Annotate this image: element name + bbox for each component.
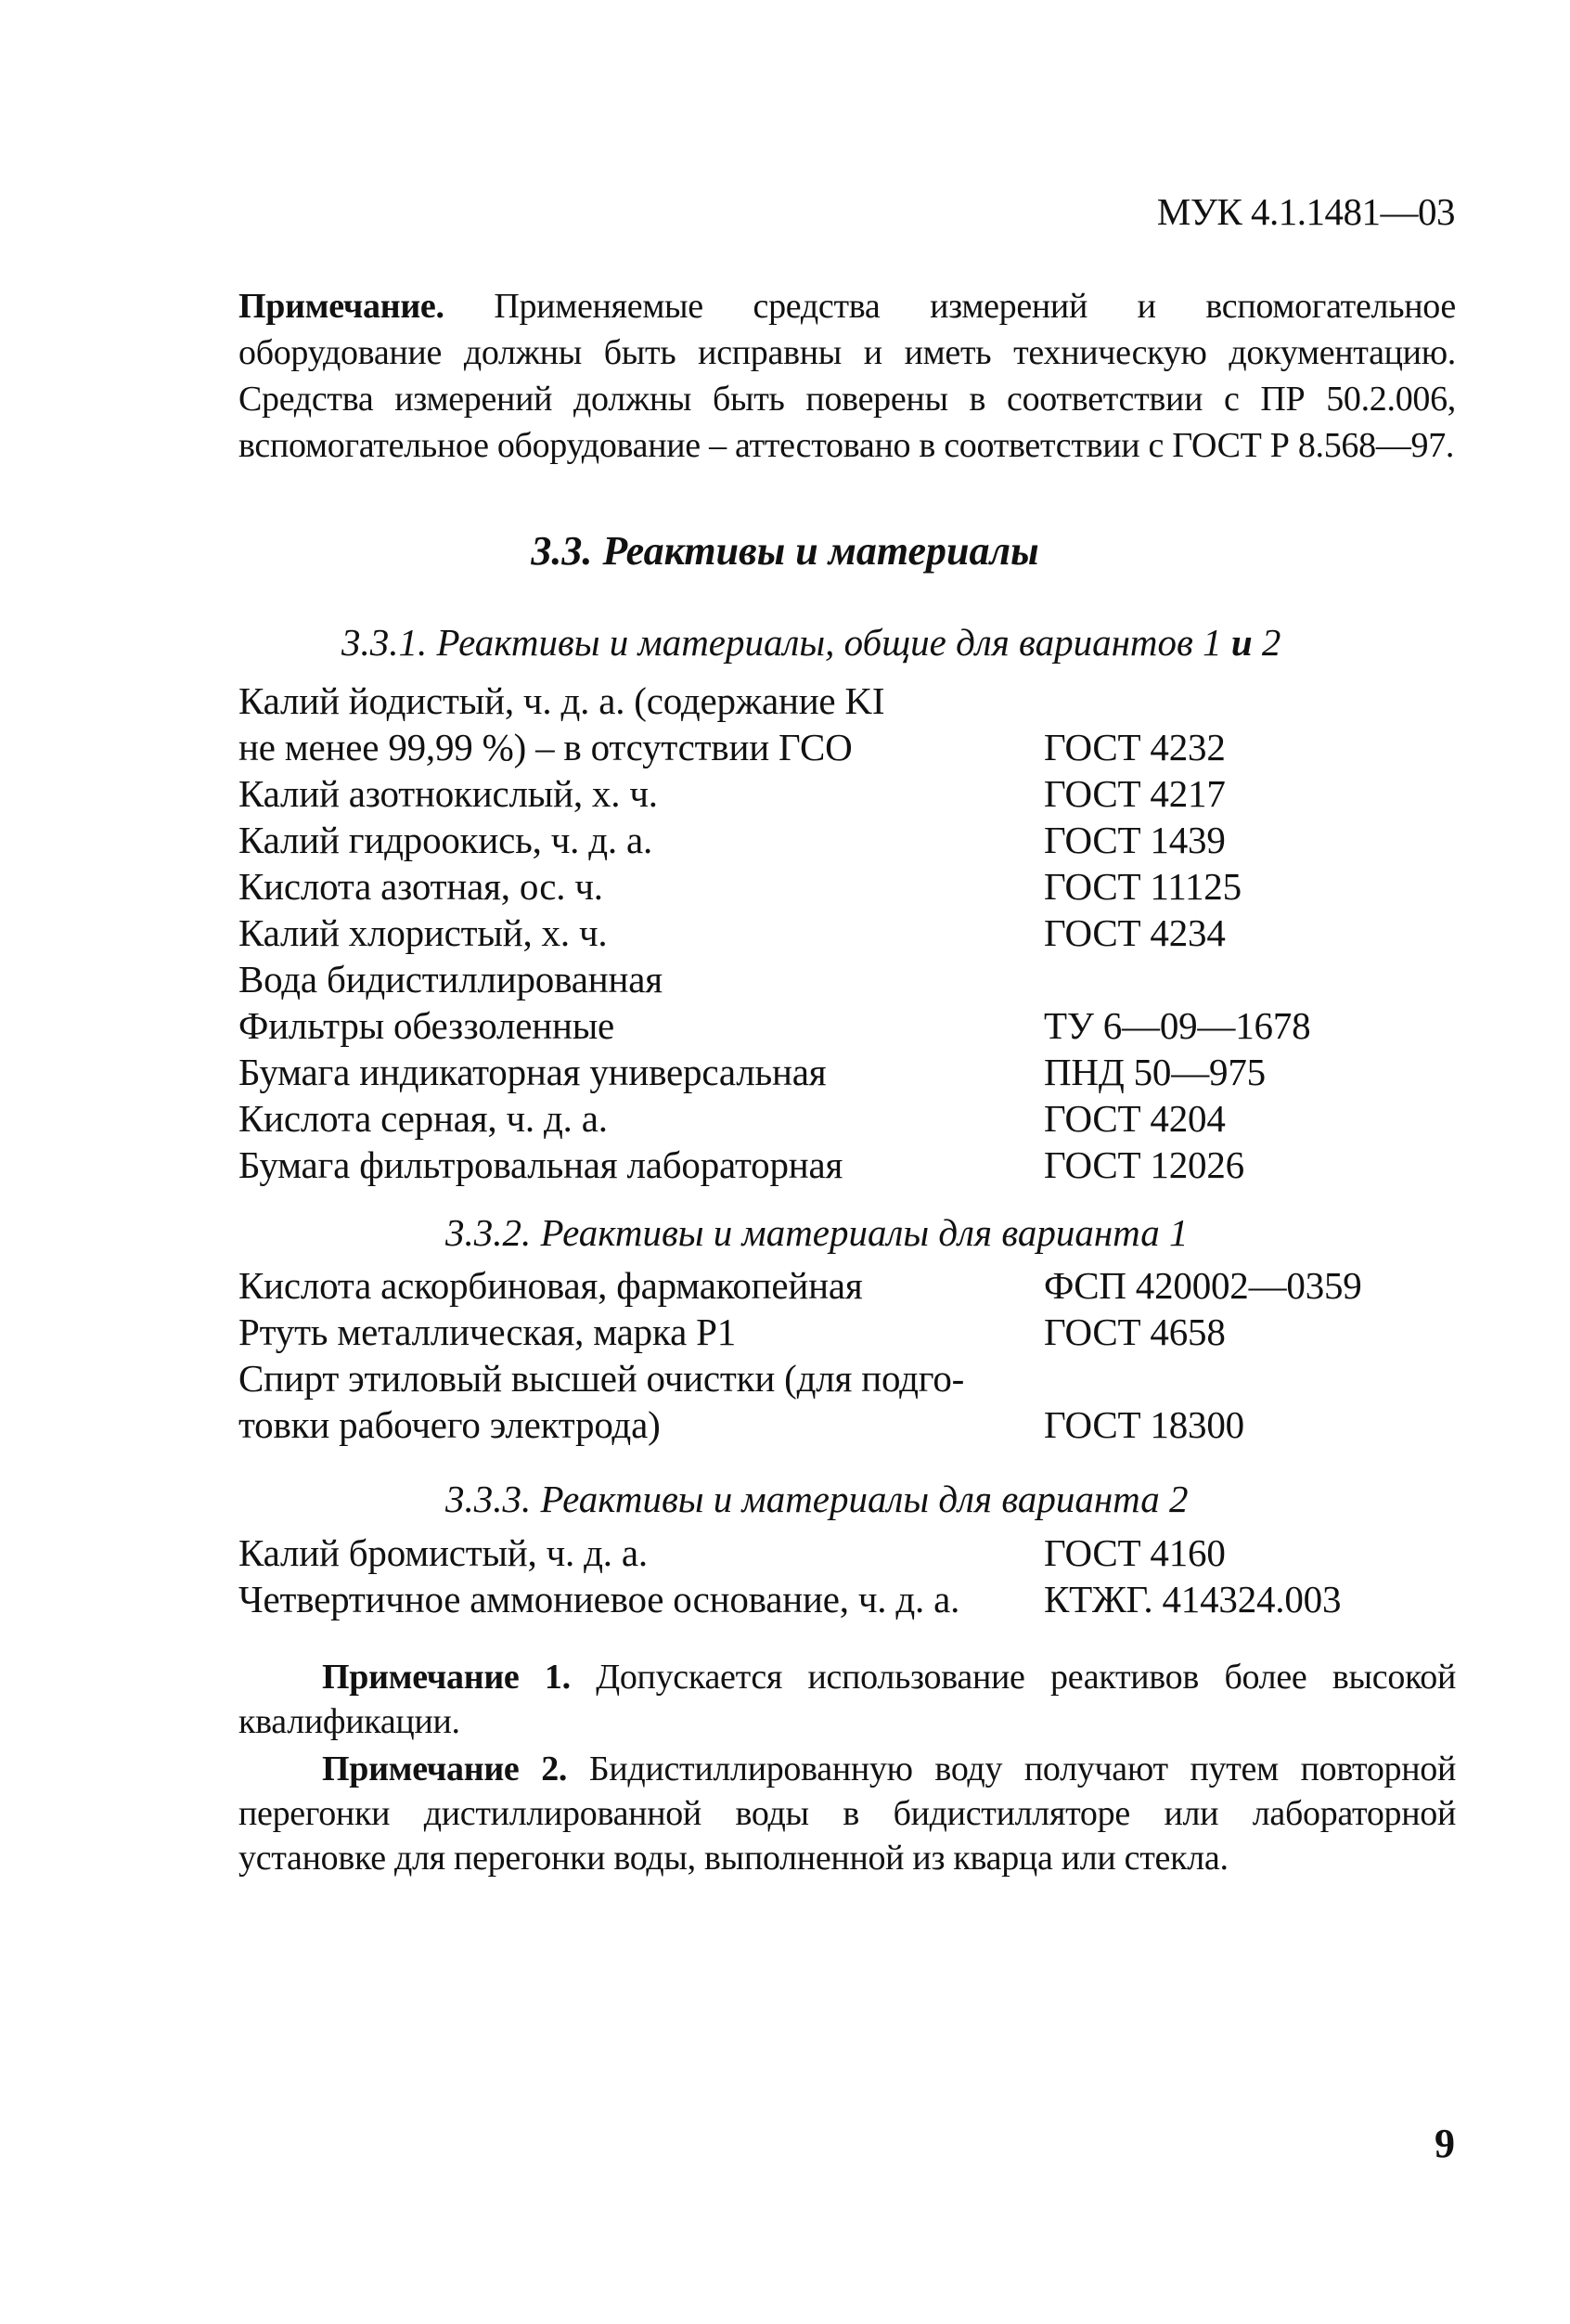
list-item bbox=[238, 910, 1519, 956]
list-item bbox=[238, 1049, 1519, 1095]
subsection-3-title: 3.3.3. Реактивы и материалы для варианта 2 bbox=[445, 1478, 1189, 1520]
list-item bbox=[238, 1309, 1519, 1355]
subsection-1-heading bbox=[0, 621, 1570, 664]
subsection-1-list bbox=[238, 678, 1519, 1188]
reagent-standard: ГОСТ 4658 bbox=[1044, 1310, 1226, 1353]
subsection-3-list bbox=[238, 1530, 1519, 1622]
reagent-name: Калий азотнокислый, х. ч. bbox=[238, 772, 658, 815]
note-2 bbox=[238, 1747, 1456, 1880]
reagent-standard: ГОСТ 18300 bbox=[1044, 1403, 1244, 1446]
subsection-1-title-prefix: 3.3.1. Реактивы и материалы, общие для вариантов 1 bbox=[341, 621, 1231, 664]
reagent-standard: ТУ 6—09—1678 bbox=[1044, 1004, 1311, 1047]
reagent-standard: ПНД 50—975 bbox=[1044, 1051, 1266, 1093]
list-item bbox=[238, 1095, 1519, 1142]
reagent-name: Четвертичное аммониевое основание, ч. д. а. bbox=[238, 1578, 960, 1620]
reagent-standard: ФСП 420002—0359 bbox=[1044, 1264, 1362, 1307]
list-item bbox=[238, 1401, 1519, 1448]
reagent-name: Калий гидроокись, ч. д. а. bbox=[238, 819, 653, 861]
reagent-name: не менее 99,99 %) – в отсутствии ГСО bbox=[238, 726, 853, 768]
reagent-name: Кислота аскорбиновая, фармакопейная bbox=[238, 1264, 863, 1307]
list-item bbox=[238, 1002, 1519, 1049]
list-item bbox=[238, 863, 1519, 910]
reagent-standard: ГОСТ 4234 bbox=[1044, 911, 1226, 954]
subsection-3-heading bbox=[0, 1480, 1570, 1518]
note-1-label: Примечание 1. bbox=[322, 1658, 571, 1697]
subsection-1-title-suffix: 2 bbox=[1252, 621, 1281, 664]
reagent-name: товки рабочего электрода) bbox=[238, 1403, 661, 1446]
reagent-name: Фильтры обеззоленные bbox=[238, 1004, 615, 1047]
reagent-name: Калий йодистый, ч. д. а. (содержание KI bbox=[238, 679, 885, 722]
reagent-name: Кислота азотная, ос. ч. bbox=[238, 865, 603, 908]
reagent-standard: КТЖГ. 414324.003 bbox=[1044, 1578, 1342, 1620]
reagent-name: Ртуть металлическая, марка Р1 bbox=[238, 1310, 737, 1353]
reagent-name: Калий хлористый, х. ч. bbox=[238, 911, 608, 954]
document-code: МУК 4.1.1481—03 bbox=[1156, 190, 1455, 233]
reagent-standard: ГОСТ 4217 bbox=[1044, 772, 1226, 815]
subsection-2-heading bbox=[0, 1211, 1570, 1254]
list-item bbox=[238, 1576, 1519, 1622]
equipment-note-text: Применяемые средства измерений и вспомогательное оборудование должны быть исправны и иметь техническую документацию. Средства измерений должны быть поверены в соответствии с ПР 50.2.006, вспомогательное оборудование – аттестовано в соответствии с ГОСТ Р 8.568—97. bbox=[238, 287, 1456, 465]
list-item bbox=[238, 1530, 1519, 1576]
note-1 bbox=[238, 1655, 1456, 1744]
list-item bbox=[238, 1262, 1519, 1309]
subsection-2-title: 3.3.2. Реактивы и материалы для варианта 1 bbox=[445, 1211, 1189, 1254]
reagent-name: Кислота серная, ч. д. а. bbox=[238, 1097, 608, 1140]
section-title: 3.3. Реактивы и материалы bbox=[531, 528, 1039, 574]
reagent-name: Калий бромистый, ч. д. а. bbox=[238, 1531, 648, 1574]
list-item bbox=[238, 770, 1519, 817]
subsection-1-title-and: и bbox=[1230, 621, 1253, 664]
equipment-note bbox=[238, 283, 1456, 469]
note-2-text: Бидистиллированную воду получают путем повторной перегонки дистиллированной воды в бидистилляторе или лабораторной установке для перегонки воды, выполненной из кварца или стекла. bbox=[238, 1749, 1456, 1878]
reagent-name: Бумага фильтровальная лабораторная bbox=[238, 1143, 843, 1186]
note-1-text: Допускается использование реактивов более высокой квалификации. bbox=[238, 1658, 1457, 1741]
reagent-standard: ГОСТ 1439 bbox=[1044, 819, 1226, 861]
reagent-standard: ГОСТ 4160 bbox=[1044, 1531, 1226, 1574]
list-item bbox=[238, 1355, 1519, 1401]
list-item bbox=[238, 1142, 1519, 1188]
reagent-name: Бумага индикаторная универсальная bbox=[238, 1051, 827, 1093]
list-item bbox=[238, 817, 1519, 863]
list-item bbox=[238, 678, 1519, 724]
list-item bbox=[238, 724, 1519, 770]
reagent-name: Вода бидистиллированная bbox=[238, 958, 663, 1001]
reagent-standard: ГОСТ 12026 bbox=[1044, 1143, 1244, 1186]
subsection-2-list bbox=[238, 1262, 1519, 1448]
equipment-note-label: Примечание. bbox=[238, 287, 444, 326]
list-item bbox=[238, 956, 1519, 1002]
reagent-standard: ГОСТ 4204 bbox=[1044, 1097, 1226, 1140]
page-number: 9 bbox=[1435, 2121, 1455, 2166]
reagent-standard: ГОСТ 11125 bbox=[1044, 865, 1242, 908]
reagent-standard: ГОСТ 4232 bbox=[1044, 726, 1226, 768]
note-2-label: Примечание 2. bbox=[322, 1749, 568, 1788]
reagent-name: Спирт этиловый высшей очистки (для подго- bbox=[238, 1357, 965, 1400]
